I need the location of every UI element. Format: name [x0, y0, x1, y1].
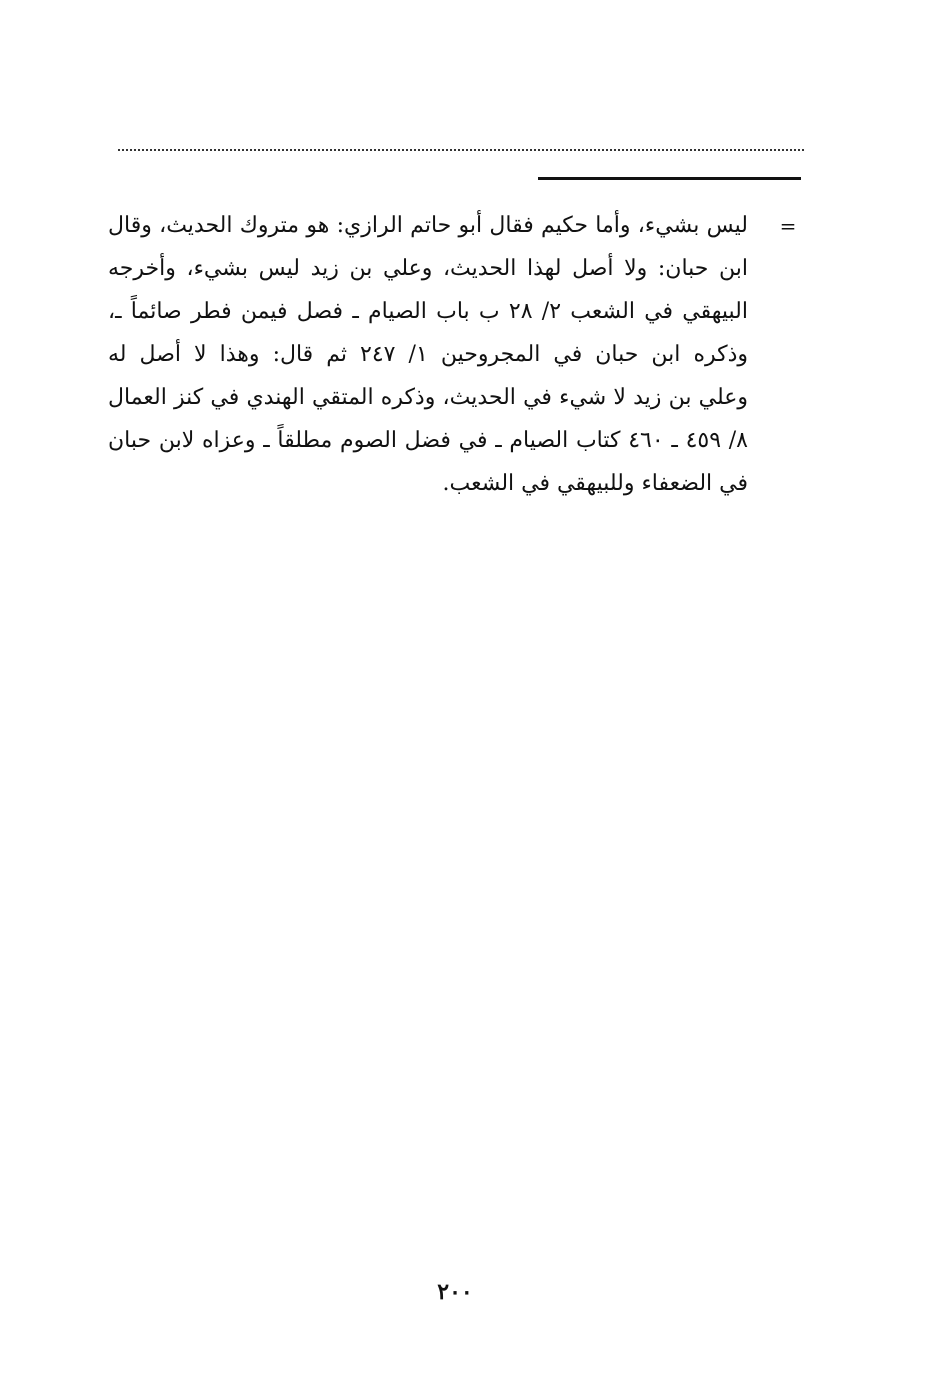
footnote-line-1: ليس بشيء، وأما حكيم فقال أبو حاتم الرازي: هو متروك الحديث، وقال [108, 213, 748, 238]
footnote-line-3: البيهقي في الشعب ٢/ ٢٨ ب باب الصيام ـ فصل فيمن فطر صائماً ـ، [108, 299, 748, 324]
footnote-continuation-mark: = [779, 214, 797, 238]
footnote-line-7: في الضعفاء وللبيهقي في الشعب. [442, 471, 748, 496]
footnote-line-6: ٨/ ٤٥٩ ـ ٤٦٠ كتاب الصيام ـ في فضل الصوم مطلقاً ـ وعزاه لابن حبان [108, 428, 748, 453]
footnote-line-4: وذكره ابن حبان في المجروحين ١/ ٢٤٧ ثم قال: وهذا لا أصل له [108, 342, 748, 367]
footnote-line-2: ابن حبان: ولا أصل لهذا الحديث، وعلي بن زيد ليس بشيء، وأخرجه [108, 256, 748, 281]
page-number: ٢٠٠ [437, 1279, 473, 1305]
footnote-text [108, 204, 748, 505]
dotted-separator [118, 149, 804, 151]
footnote-line-5: وعلي بن زيد لا شيء في الحديث، وذكره المتقي الهندي في كنز العمال [108, 385, 748, 410]
footnote-separator-rule [538, 177, 801, 180]
